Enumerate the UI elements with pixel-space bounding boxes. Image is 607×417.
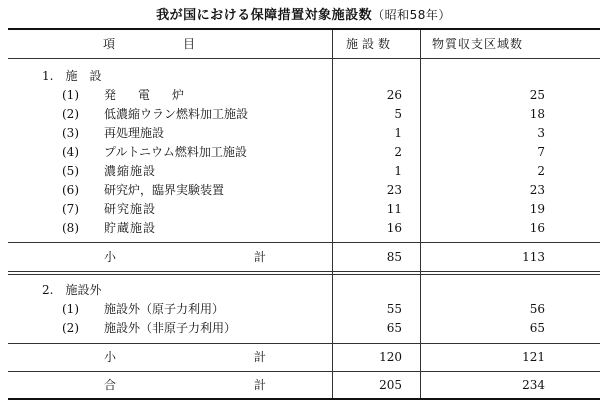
total-facilities: 205 bbox=[379, 378, 402, 392]
row-facilities: 1 bbox=[394, 126, 402, 140]
row-mba: 19 bbox=[529, 202, 545, 216]
row-mba: 56 bbox=[529, 302, 545, 316]
row-facilities: 55 bbox=[386, 302, 402, 316]
row-mba: 18 bbox=[529, 107, 545, 121]
row-mba: 25 bbox=[529, 88, 545, 102]
row-mba: 23 bbox=[529, 183, 545, 197]
row-name: 貯蔵施設 bbox=[104, 221, 157, 235]
row-name: 濃縮施設 bbox=[104, 164, 157, 178]
section1-label: 1. 施 設 bbox=[42, 69, 102, 83]
row-facilities: 1 bbox=[394, 164, 402, 178]
row-number: (7) bbox=[62, 202, 79, 216]
row-mba: 3 bbox=[537, 126, 545, 140]
row-facilities: 16 bbox=[386, 221, 402, 235]
row-facilities: 11 bbox=[386, 202, 402, 216]
row-number: (5) bbox=[62, 164, 79, 178]
row-facilities: 65 bbox=[386, 321, 402, 335]
subtotal1-label-b: 計 bbox=[254, 250, 267, 264]
total-label-a: 合 bbox=[104, 378, 117, 392]
row-facilities: 5 bbox=[394, 107, 402, 121]
row-mba: 2 bbox=[537, 164, 545, 178]
row-name: 研究炉，臨界実験装置 bbox=[104, 183, 225, 197]
row-number: (4) bbox=[62, 145, 79, 159]
facility-table bbox=[8, 28, 600, 400]
subtotal1-mba: 113 bbox=[522, 250, 545, 264]
header-rule bbox=[8, 58, 600, 59]
row-facilities: 2 bbox=[394, 145, 402, 159]
row-name: プルトニウム燃料加工施設 bbox=[104, 145, 247, 159]
subtotal1-label-a: 小 bbox=[104, 250, 117, 264]
row-number: (2) bbox=[62, 107, 79, 121]
subtotal2-mba: 121 bbox=[522, 350, 545, 364]
subtotal1-facilities: 85 bbox=[386, 250, 402, 264]
title-year: （昭和58年） bbox=[372, 8, 451, 22]
subtotal2-label-b: 計 bbox=[254, 350, 267, 364]
header-item: 項 目 bbox=[103, 37, 200, 51]
row-number: (3) bbox=[62, 126, 79, 140]
row-name: 施設外（非原子力利用） bbox=[104, 321, 237, 335]
subtotal1-rule bbox=[8, 242, 600, 243]
row-number: (8) bbox=[62, 221, 79, 235]
section2-label: 2. 施設外 bbox=[42, 283, 102, 297]
row-number: (2) bbox=[62, 321, 79, 335]
row-mba: 7 bbox=[537, 145, 545, 159]
row-name: 研究施設 bbox=[104, 202, 157, 216]
row-number: (1) bbox=[62, 88, 79, 102]
total-mba: 234 bbox=[522, 378, 545, 392]
row-number: (1) bbox=[62, 302, 79, 316]
row-mba: 65 bbox=[529, 321, 545, 335]
row-name: 発 電 炉 bbox=[104, 88, 190, 102]
title-main: 我が国における保障措置対象施設数 bbox=[156, 8, 373, 23]
subtotal2-facilities: 120 bbox=[379, 350, 402, 364]
row-name: 低濃縮ウラン燃料加工施設 bbox=[104, 107, 249, 121]
row-name: 施設外（原子力利用） bbox=[104, 302, 225, 316]
header-mba: 物質収支区域数 bbox=[432, 37, 524, 51]
row-mba: 16 bbox=[529, 221, 545, 235]
total-label-b: 計 bbox=[254, 378, 267, 392]
row-facilities: 26 bbox=[386, 88, 402, 102]
total-rule bbox=[8, 371, 600, 372]
subtotal2-rule bbox=[8, 343, 600, 344]
section-divider bbox=[8, 271, 600, 275]
header-facilities: 施設数 bbox=[346, 37, 395, 51]
subtotal2-label-a: 小 bbox=[104, 350, 117, 364]
page-title bbox=[0, 4, 607, 23]
row-facilities: 23 bbox=[386, 183, 402, 197]
row-number: (6) bbox=[62, 183, 79, 197]
row-name: 再処理施設 bbox=[104, 126, 165, 140]
